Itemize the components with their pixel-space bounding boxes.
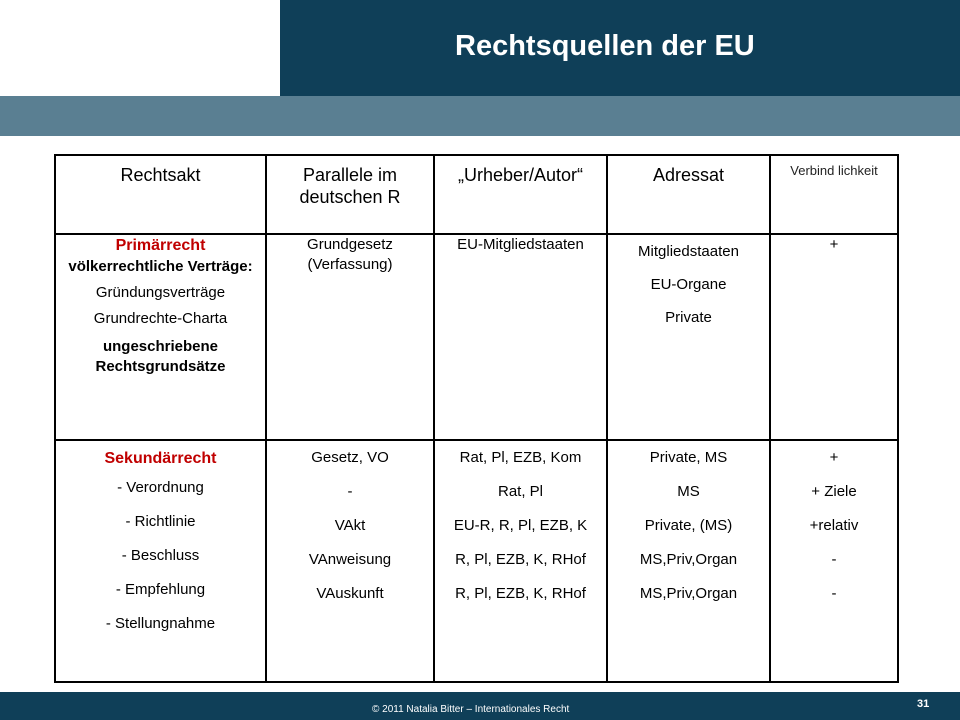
sekundaer-adressat-cell bbox=[607, 440, 770, 682]
list-item: EU-Organe bbox=[650, 276, 727, 293]
primaer-heading: Primärrecht bbox=[115, 237, 206, 254]
primaer-verbindlichkeit-cell: + bbox=[770, 234, 898, 440]
list-item: - Beschluss bbox=[121, 547, 200, 564]
table-row-primaerrecht bbox=[55, 234, 898, 440]
sekundaer-heading: Sekundärrecht bbox=[104, 450, 217, 467]
list-item: R, Pl, EZB, K, RHof bbox=[455, 551, 586, 568]
list-item: VAnweisung bbox=[308, 551, 392, 568]
list-item: - Empfehlung bbox=[115, 581, 206, 598]
sekundaer-urheber-cell bbox=[434, 440, 607, 682]
sekundaer-verbindlichkeit-cell bbox=[770, 440, 898, 682]
list-item: - Richtlinie bbox=[125, 513, 196, 530]
list-item: - Verordnung bbox=[117, 479, 204, 496]
list-item: Private bbox=[665, 309, 712, 326]
list-item: R, Pl, EZB, K, RHof bbox=[455, 585, 586, 602]
table-header-row bbox=[55, 155, 898, 234]
table-row-sekundaerrecht bbox=[55, 440, 898, 682]
list-item: MS,Priv,Organ bbox=[639, 551, 738, 568]
footer-copyright: © 2011 Natalia Bitter – Internationales Recht bbox=[372, 704, 570, 715]
list-item: MS bbox=[677, 483, 700, 500]
list-item: + bbox=[829, 449, 839, 466]
header-urheber: „Urheber/Autor“ bbox=[434, 155, 607, 234]
sub-bar bbox=[0, 96, 960, 136]
list-item: - bbox=[831, 551, 837, 568]
rechtsquellen-table bbox=[54, 154, 899, 683]
list-item: VAkt bbox=[334, 517, 366, 534]
list-item: MS,Priv,Organ bbox=[639, 585, 738, 602]
header-adressat: Adressat bbox=[607, 155, 770, 234]
list-item: + Ziele bbox=[811, 483, 857, 500]
primaer-item: Gründungsverträge bbox=[95, 284, 226, 301]
header-verbindlichkeit: Verbind lichkeit bbox=[770, 155, 898, 234]
list-item: Private, (MS) bbox=[644, 517, 733, 534]
list-item: EU-R, R, Pl, EZB, K bbox=[453, 517, 588, 534]
list-item: +relativ bbox=[809, 517, 859, 534]
header-rechtsakt: Rechtsakt bbox=[55, 155, 266, 234]
primaer-item: völkerrechtliche Verträge: bbox=[68, 258, 253, 275]
primaer-item: Grundrechte-Charta bbox=[93, 310, 228, 327]
primaer-parallele-cell: Grundgesetz (Verfassung) bbox=[266, 234, 434, 440]
list-item: - bbox=[347, 483, 353, 500]
primaer-rechtsakt-cell bbox=[55, 234, 266, 440]
slide-title: Rechtsquellen der EU bbox=[455, 30, 755, 62]
primaer-adressat-cell bbox=[607, 234, 770, 440]
list-item: Gesetz, VO bbox=[311, 449, 389, 466]
sekundaer-parallele-cell bbox=[266, 440, 434, 682]
list-item: - bbox=[831, 585, 837, 602]
primaer-item: ungeschriebene Rechtsgrundsätze bbox=[95, 338, 226, 375]
list-item: Mitgliedstaaten bbox=[638, 243, 739, 260]
list-item: - Stellungnahme bbox=[105, 615, 216, 632]
sekundaer-rechtsakt-cell bbox=[55, 440, 266, 682]
page-number: 31 bbox=[917, 698, 930, 710]
list-item: Rat, Pl bbox=[497, 483, 543, 500]
primaer-urheber-cell: EU-Mitgliedstaaten bbox=[434, 234, 607, 440]
header-parallele: Parallele im deutschen R bbox=[266, 155, 434, 234]
list-item: VAuskunft bbox=[316, 585, 384, 602]
list-item: Rat, Pl, EZB, Kom bbox=[459, 449, 582, 466]
list-item: Private, MS bbox=[649, 449, 728, 466]
